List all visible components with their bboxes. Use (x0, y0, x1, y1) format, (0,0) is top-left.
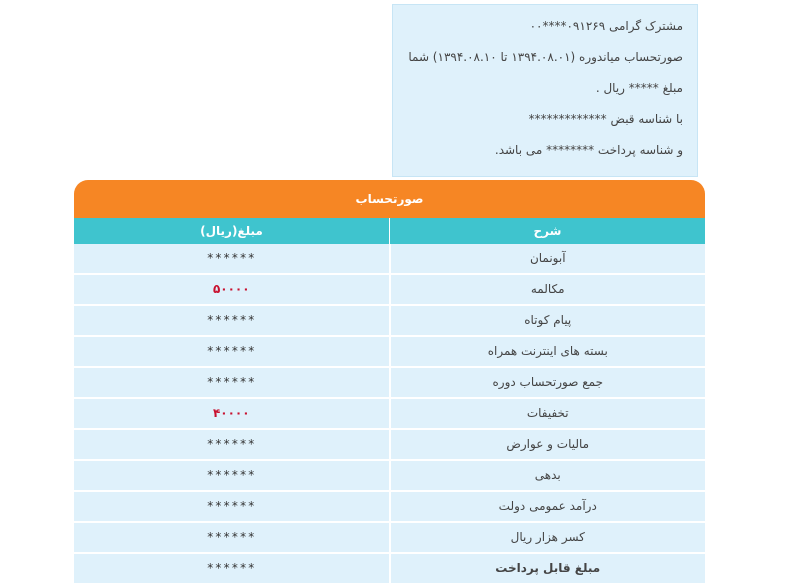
row-amount: ****** (206, 313, 256, 327)
table-row (74, 492, 705, 523)
row-description: مکالمه (389, 275, 706, 304)
row-amount: ۵۰۰۰۰ (212, 282, 250, 296)
row-description: جمع صورتحساب دوره (389, 368, 706, 397)
table-row (74, 368, 705, 399)
notice-period-line: صورتحساب میاندوره (۱۳۹۴.۰۸.۰۱ تا ۱۳۹۴.۰۸.۱۰) شما (408, 50, 683, 64)
table-row (74, 523, 705, 554)
table-row (74, 275, 705, 306)
row-amount: ****** (206, 375, 256, 389)
row-description: درآمد عمومی دولت (389, 492, 706, 521)
row-description: تخفیفات (389, 399, 706, 428)
row-description: پیام کوتاه (389, 306, 706, 335)
row-description: بسته های اینترنت همراه (389, 337, 706, 366)
column-header-description: شرح (389, 218, 705, 244)
bill-notice-box (392, 4, 698, 177)
row-amount: ****** (206, 437, 256, 451)
row-amount: ۴۰۰۰۰ (212, 406, 250, 420)
row-amount: ****** (206, 530, 256, 544)
table-row (74, 337, 705, 368)
bill-title: صورتحساب (74, 180, 705, 218)
table-row (74, 244, 705, 275)
row-description: کسر هزار ریال (389, 523, 706, 552)
bill-rows (74, 244, 705, 585)
notice-bill-id-line: با شناسه قبض ************* (528, 112, 683, 126)
notice-subscriber-line: مشترک گرامی ۰۹۱۲۶۹****۰۰ (529, 19, 683, 33)
table-row (74, 461, 705, 492)
row-description: مبلغ قابل پرداخت (389, 554, 706, 583)
column-header-amount: مبلغ(ریال) (200, 224, 263, 238)
row-amount: ****** (206, 561, 256, 575)
row-amount: ****** (206, 499, 256, 513)
table-row (74, 430, 705, 461)
notice-amount-line: مبلغ ***** ریال . (595, 81, 683, 95)
row-description: بدهی (389, 461, 706, 490)
notice-payment-id-line: و شناسه پرداخت ******** می باشد. (494, 143, 683, 157)
table-row (74, 306, 705, 337)
row-description: مالیات و عوارض (389, 430, 706, 459)
row-description: آبونمان (389, 244, 706, 273)
table-row (74, 399, 705, 430)
bill-table (74, 180, 705, 575)
bill-column-headers (74, 218, 705, 244)
table-row (74, 554, 705, 585)
row-amount: ****** (206, 251, 256, 265)
row-amount: ****** (206, 344, 256, 358)
row-amount: ****** (206, 468, 256, 482)
